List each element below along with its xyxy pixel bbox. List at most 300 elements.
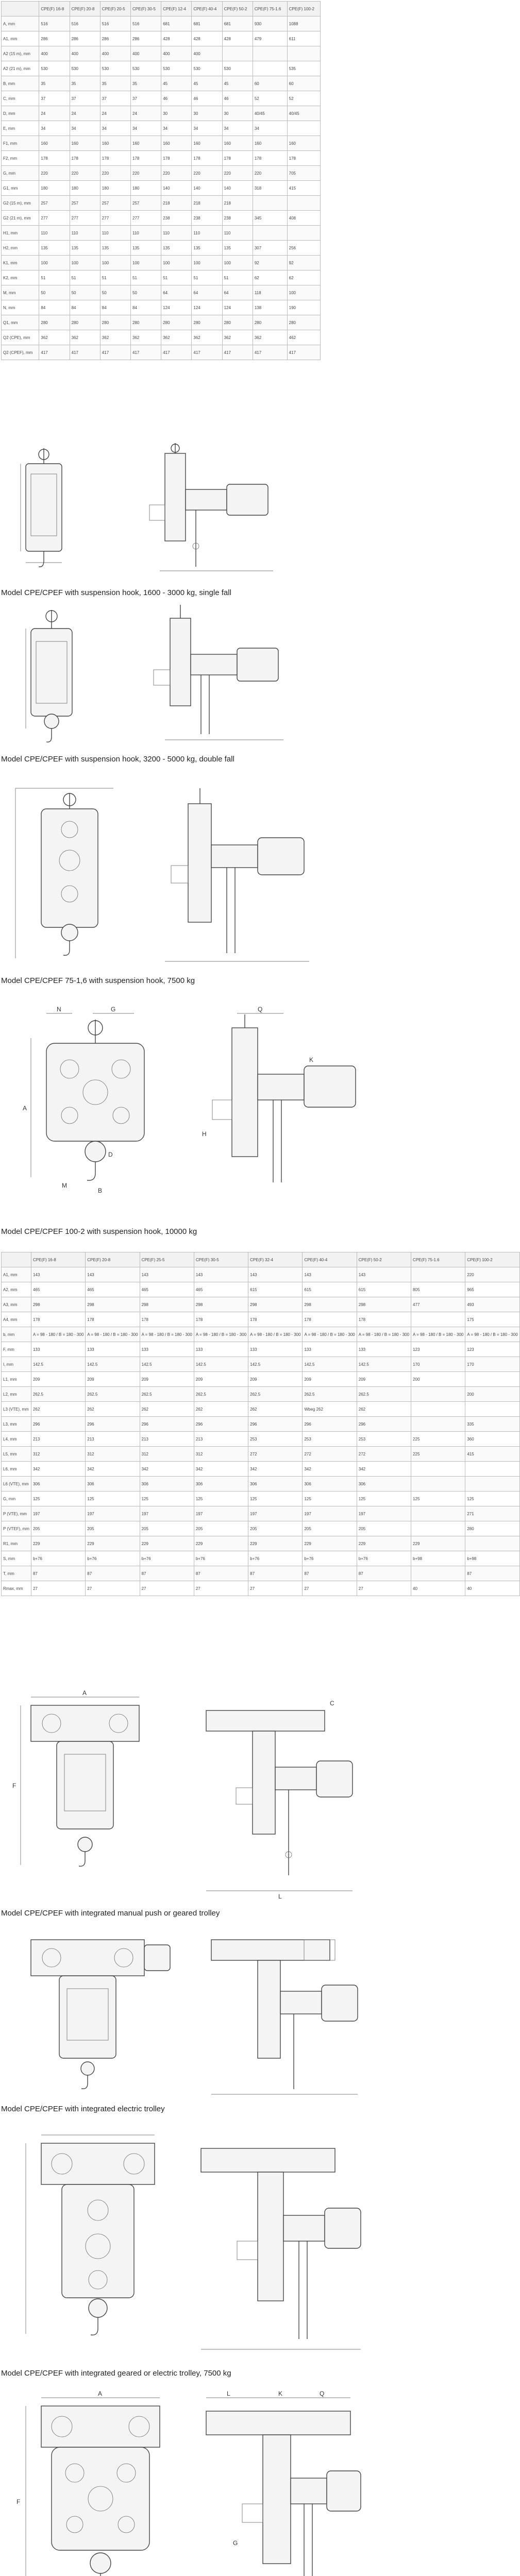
table-cell: 27 — [303, 1581, 357, 1596]
table-cell: 930 — [253, 16, 287, 31]
table-row — [2, 1566, 520, 1581]
drawing-trolley-7500kg — [10, 2128, 371, 2360]
table-cell: 178 — [131, 151, 161, 166]
dim-label: C — [330, 1700, 334, 1707]
table-cell: 530 — [192, 61, 222, 76]
table-cell: 142.5 — [86, 1357, 140, 1372]
table-cell: 140 — [192, 181, 222, 196]
drawing-7500kg — [10, 783, 371, 969]
table-cell: 100 — [222, 256, 253, 270]
table-cell: 197 — [86, 1506, 140, 1521]
table-cell: 229 — [194, 1536, 248, 1551]
table-cell: 170 — [411, 1357, 465, 1372]
table-cell: A = 98 - 180 / B = 180 - 300 — [303, 1327, 357, 1342]
dim-label: N — [57, 1006, 61, 1013]
row-label: E, mm — [2, 121, 39, 136]
table-cell: 296 — [140, 1417, 194, 1432]
table-row — [2, 241, 321, 256]
table-cell: 220 — [39, 166, 70, 181]
table-cell: 408 — [287, 211, 320, 226]
table-cell: 100 — [70, 256, 100, 270]
column-header: CPE(F) 50-2 — [222, 2, 253, 16]
table-cell: 417 — [161, 345, 192, 360]
table-cell: 362 — [222, 330, 253, 345]
table-cell: 286 — [131, 31, 161, 46]
table-cell: 125 — [303, 1492, 357, 1506]
table-cell: 110 — [70, 226, 100, 241]
table-cell: 516 — [131, 16, 161, 31]
table-cell: 51 — [131, 270, 161, 285]
table-cell: 277 — [39, 211, 70, 226]
table-cell: 123 — [411, 1342, 465, 1357]
table-row — [2, 1417, 520, 1432]
table-cell — [222, 46, 253, 61]
table-cell: 170 — [465, 1357, 519, 1372]
table-cell: 124 — [161, 300, 192, 315]
table-row — [2, 1492, 520, 1506]
table-cell: 175 — [465, 1312, 519, 1327]
table-cell: 125 — [248, 1492, 303, 1506]
table-row — [2, 345, 321, 360]
row-label: G2 (15 m), mm — [2, 196, 39, 211]
table-cell: 220 — [192, 166, 222, 181]
table-cell: 615 — [248, 1282, 303, 1297]
table-cell: 125 — [140, 1492, 194, 1506]
row-label: C, mm — [2, 91, 39, 106]
row-label: N, mm — [2, 300, 39, 315]
table-cell: 180 — [131, 181, 161, 196]
spec-table-suspension — [1, 1, 321, 360]
table-cell: 415 — [287, 181, 320, 196]
table-cell: 143 — [303, 1267, 357, 1282]
column-header: CPE(F) 20-8 — [70, 2, 100, 16]
table-row — [2, 121, 321, 136]
row-label: L3, mm — [2, 1417, 31, 1432]
table-cell: 238 — [161, 211, 192, 226]
table-row — [2, 136, 321, 151]
table-cell: 133 — [357, 1342, 411, 1357]
table-row — [2, 226, 321, 241]
table-cell: 125 — [194, 1492, 248, 1506]
table-cell: 180 — [39, 181, 70, 196]
table-cell: 178 — [194, 1312, 248, 1327]
table-cell: 110 — [192, 226, 222, 241]
table-cell: 135 — [70, 241, 100, 256]
table-row — [2, 300, 321, 315]
table-cell: 178 — [303, 1312, 357, 1327]
table-cell: 197 — [140, 1506, 194, 1521]
table-cell: 218 — [222, 196, 253, 211]
table-cell: 205 — [86, 1521, 140, 1536]
table-cell: 87 — [86, 1566, 140, 1581]
dim-label: K — [278, 2390, 283, 2397]
column-header: CPE(F) 16-8 — [31, 1252, 85, 1267]
table-cell: 135 — [222, 241, 253, 256]
table-cell: A = 98 - 180 / B = 180 - 300 — [411, 1327, 465, 1342]
table-row — [2, 1402, 520, 1417]
table-cell: 298 — [194, 1297, 248, 1312]
table-cell: 24 — [70, 106, 100, 121]
table-cell: 37 — [39, 91, 70, 106]
table-cell: 280 — [39, 315, 70, 330]
table-cell: 34 — [131, 121, 161, 136]
column-header: CPE(F) 30-5 — [194, 1252, 248, 1267]
table-row — [2, 1536, 520, 1551]
table-cell: 178 — [192, 151, 222, 166]
table-cell: 160 — [287, 136, 320, 151]
table-cell: 681 — [222, 16, 253, 31]
table-cell — [411, 1521, 465, 1536]
table-cell — [411, 1312, 465, 1327]
table-cell — [465, 1477, 519, 1492]
table-cell: 27 — [31, 1581, 85, 1596]
table-row — [2, 31, 321, 46]
table-cell: 400 — [39, 46, 70, 61]
table-cell: 100 — [131, 256, 161, 270]
table-cell: 296 — [248, 1417, 303, 1432]
dim-label: K — [309, 1056, 314, 1063]
table-cell: 360 — [465, 1432, 519, 1447]
table-cell: 530 — [161, 61, 192, 76]
table-cell: 342 — [31, 1462, 85, 1477]
drawing-manual-trolley — [10, 1690, 371, 1901]
table-cell: 417 — [287, 345, 320, 360]
table-cell: b+76 — [303, 1551, 357, 1566]
row-label: Rmax, mm — [2, 1581, 31, 1596]
row-label: A1, mm — [2, 1267, 31, 1282]
table-cell: 306 — [140, 1477, 194, 1492]
row-label: L3 (VTE), mm — [2, 1402, 31, 1417]
table-cell: 197 — [357, 1506, 411, 1521]
table-cell: b+76 — [86, 1551, 140, 1566]
caption-6: Model CPE/CPEF with integrated electric trolley — [1, 2105, 165, 2113]
table-cell: 615 — [357, 1282, 411, 1297]
table-cell: 133 — [303, 1342, 357, 1357]
table-cell: 306 — [31, 1477, 85, 1492]
table-row — [2, 1387, 520, 1402]
table-cell: 64 — [222, 285, 253, 300]
table-cell: 280 — [100, 315, 130, 330]
table-cell: 229 — [31, 1536, 85, 1551]
table-row — [2, 1267, 520, 1282]
table-cell: 178 — [287, 151, 320, 166]
table-cell: 257 — [70, 196, 100, 211]
table-cell: 213 — [31, 1432, 85, 1447]
table-cell: 262.5 — [86, 1387, 140, 1402]
table-row — [2, 211, 321, 226]
table-cell: 213 — [86, 1432, 140, 1447]
table-cell: 286 — [70, 31, 100, 46]
table-cell — [465, 1536, 519, 1551]
table-cell: 262.5 — [248, 1387, 303, 1402]
table-cell: 205 — [303, 1521, 357, 1536]
table-cell: 417 — [253, 345, 287, 360]
table-row — [2, 1581, 520, 1596]
row-label: A3, mm — [2, 1297, 31, 1312]
column-header — [2, 2, 39, 16]
table-cell: 160 — [192, 136, 222, 151]
table-cell: 24 — [39, 106, 70, 121]
row-label: K1, mm — [2, 256, 39, 270]
table-cell: 34 — [39, 121, 70, 136]
row-label: D, mm — [2, 106, 39, 121]
table-cell: 229 — [303, 1536, 357, 1551]
table-cell: 125 — [31, 1492, 85, 1506]
table-cell — [465, 1402, 519, 1417]
row-label: Q2 (CPEF), mm — [2, 345, 39, 360]
table-cell: 296 — [31, 1417, 85, 1432]
column-header: CPE(F) 50-2 — [357, 1252, 411, 1267]
table-cell: 465 — [194, 1282, 248, 1297]
table-cell: 84 — [70, 300, 100, 315]
table-cell: 87 — [31, 1566, 85, 1581]
row-label: F1, mm — [2, 136, 39, 151]
table-cell: 45 — [192, 76, 222, 91]
table-cell: 400 — [131, 46, 161, 61]
column-header: CPE(F) 32-4 — [248, 1252, 303, 1267]
table-cell: 257 — [100, 196, 130, 211]
table-cell: 225 — [411, 1432, 465, 1447]
table-cell: 133 — [31, 1342, 85, 1357]
table-cell — [287, 46, 320, 61]
row-label: A2 (21 m), mm — [2, 61, 39, 76]
spec-table-trolley — [1, 1252, 520, 1596]
table-cell: 124 — [192, 300, 222, 315]
caption-2: Model CPE/CPEF with suspension hook, 3200 - 5000 kg, double fall — [1, 755, 234, 764]
row-label: L1, mm — [2, 1372, 31, 1387]
table-cell: 516 — [39, 16, 70, 31]
column-header: CPE(F) 20-5 — [100, 2, 130, 16]
table-cell: 342 — [194, 1462, 248, 1477]
table-cell: 530 — [131, 61, 161, 76]
column-header: CPE(F) 30-5 — [131, 2, 161, 16]
table-cell: 229 — [86, 1536, 140, 1551]
table-row — [2, 1521, 520, 1536]
table-cell: 262.5 — [31, 1387, 85, 1402]
table-cell: 92 — [287, 256, 320, 270]
table-cell: 46 — [192, 91, 222, 106]
table-cell: 220 — [100, 166, 130, 181]
table-cell: 286 — [100, 31, 130, 46]
table-cell: 143 — [248, 1267, 303, 1282]
table-cell: 306 — [248, 1477, 303, 1492]
row-label: H2, mm — [2, 241, 39, 256]
table-cell: 142.5 — [357, 1357, 411, 1372]
drawing-electric-trolley — [15, 1929, 371, 2099]
table-row — [2, 1297, 520, 1312]
table-cell: 262 — [194, 1402, 248, 1417]
table-cell: 205 — [248, 1521, 303, 1536]
table-cell — [253, 61, 287, 76]
table-cell: 197 — [248, 1506, 303, 1521]
table-cell: 611 — [287, 31, 320, 46]
table-cell: 286 — [39, 31, 70, 46]
drawing-double-fall — [21, 603, 371, 747]
table-cell: 50 — [39, 285, 70, 300]
table-cell: 51 — [222, 270, 253, 285]
table-row — [2, 91, 321, 106]
table-cell: 160 — [253, 136, 287, 151]
table-cell: 100 — [192, 256, 222, 270]
table-cell: 417 — [222, 345, 253, 360]
dim-label: F — [12, 1782, 16, 1789]
dim-label: G — [111, 1006, 116, 1013]
table-cell: 178 — [39, 151, 70, 166]
table-cell: 342 — [357, 1462, 411, 1477]
column-header: CPE(F) 100-2 — [465, 1252, 519, 1267]
table-cell: 220 — [161, 166, 192, 181]
table-cell: 296 — [357, 1417, 411, 1432]
table-cell: 50 — [131, 285, 161, 300]
table-cell — [287, 196, 320, 211]
table-cell: 280 — [161, 315, 192, 330]
table-cell: 312 — [194, 1447, 248, 1462]
table-cell: 277 — [131, 211, 161, 226]
table-cell: 479 — [253, 31, 287, 46]
table-cell: 262.5 — [357, 1387, 411, 1402]
row-label: A2, mm — [2, 1282, 31, 1297]
table-row — [2, 1327, 520, 1342]
table-cell: 30 — [222, 106, 253, 121]
table-cell: b+76 — [357, 1551, 411, 1566]
row-label: B, mm — [2, 76, 39, 91]
table-cell: 516 — [100, 16, 130, 31]
table-cell: 37 — [100, 91, 130, 106]
table-cell: 27 — [140, 1581, 194, 1596]
table-cell: 465 — [31, 1282, 85, 1297]
table-cell: 306 — [303, 1477, 357, 1492]
table-cell: 342 — [140, 1462, 194, 1477]
table-row — [2, 1462, 520, 1477]
table-row — [2, 1342, 520, 1357]
dim-label: D — [108, 1151, 113, 1158]
table-cell: 280 — [70, 315, 100, 330]
table-cell: 34 — [161, 121, 192, 136]
table-cell: 342 — [248, 1462, 303, 1477]
table-cell: 51 — [100, 270, 130, 285]
row-label: A4, mm — [2, 1312, 31, 1327]
table-cell: 280 — [253, 315, 287, 330]
table-cell: 87 — [140, 1566, 194, 1581]
row-label: T, mm — [2, 1566, 31, 1581]
table-cell: 46 — [161, 91, 192, 106]
table-cell: 238 — [192, 211, 222, 226]
table-cell: 51 — [70, 270, 100, 285]
column-header: CPE(F) 12-4 — [161, 2, 192, 16]
table-cell: 312 — [86, 1447, 140, 1462]
table-cell: 51 — [39, 270, 70, 285]
table-cell: A = 98 - 180 / B = 180 - 300 — [194, 1327, 248, 1342]
table-cell: 298 — [140, 1297, 194, 1312]
table-cell — [411, 1267, 465, 1282]
table-cell: 272 — [248, 1447, 303, 1462]
table-cell: 417 — [131, 345, 161, 360]
table-cell: 1088 — [287, 16, 320, 31]
dim-label: L — [278, 1893, 282, 1900]
table-cell: 229 — [248, 1536, 303, 1551]
table-cell: 30 — [161, 106, 192, 121]
table-cell: 100 — [161, 256, 192, 270]
table-cell: Wbeg 262 — [303, 1402, 357, 1417]
table-cell: 272 — [303, 1447, 357, 1462]
table-cell: 45 — [161, 76, 192, 91]
table-cell: 417 — [100, 345, 130, 360]
table-cell: 27 — [86, 1581, 140, 1596]
table-cell: 35 — [131, 76, 161, 91]
table-cell: 298 — [357, 1297, 411, 1312]
dim-label: Q — [320, 2390, 325, 2397]
table-cell: 178 — [70, 151, 100, 166]
table-cell: 220 — [253, 166, 287, 181]
table-cell: b+98 — [465, 1551, 519, 1566]
table-cell: 280 — [222, 315, 253, 330]
table-cell: 335 — [465, 1417, 519, 1432]
table-cell: 40 — [465, 1581, 519, 1596]
table-cell: 87 — [303, 1566, 357, 1581]
table-cell: 34 — [70, 121, 100, 136]
table-cell: 178 — [86, 1312, 140, 1327]
table-cell: 530 — [222, 61, 253, 76]
table-cell: 143 — [31, 1267, 85, 1282]
table-cell — [411, 1477, 465, 1492]
table-cell: 530 — [39, 61, 70, 76]
table-cell — [411, 1462, 465, 1477]
row-label: L6, mm — [2, 1462, 31, 1477]
table-cell: 465 — [140, 1282, 194, 1297]
table-cell: 110 — [222, 226, 253, 241]
table-cell: 209 — [303, 1372, 357, 1387]
table-cell: 312 — [31, 1447, 85, 1462]
table-cell: 415 — [465, 1447, 519, 1462]
table-cell: 306 — [194, 1477, 248, 1492]
caption-1: Model CPE/CPEF with suspension hook, 1600 - 3000 kg, single fall — [1, 588, 231, 597]
table-cell: 209 — [357, 1372, 411, 1387]
table-cell: 143 — [357, 1267, 411, 1282]
table-cell — [411, 1402, 465, 1417]
table-header-row — [2, 1252, 520, 1267]
table-cell: 220 — [222, 166, 253, 181]
row-label: G, mm — [2, 166, 39, 181]
table-cell: 34 — [192, 121, 222, 136]
column-header — [2, 1252, 31, 1267]
table-cell: 143 — [194, 1267, 248, 1282]
table-cell: 362 — [70, 330, 100, 345]
table-cell: 262 — [140, 1402, 194, 1417]
row-label: P (VTE), mm — [2, 1506, 31, 1521]
table-cell: 50 — [70, 285, 100, 300]
table-cell: 205 — [194, 1521, 248, 1536]
table-cell: 681 — [161, 16, 192, 31]
table-cell: 197 — [31, 1506, 85, 1521]
table-cell: 133 — [194, 1342, 248, 1357]
table-cell: 805 — [411, 1282, 465, 1297]
table-cell: 200 — [465, 1387, 519, 1402]
table-cell: 142.5 — [140, 1357, 194, 1372]
row-label: G, mm — [2, 1492, 31, 1506]
table-cell: 140 — [161, 181, 192, 196]
table-cell: 142.5 — [31, 1357, 85, 1372]
table-cell: 209 — [31, 1372, 85, 1387]
table-cell: 465 — [86, 1282, 140, 1297]
table-cell: 362 — [161, 330, 192, 345]
column-header: CPE(F) 40-4 — [303, 1252, 357, 1267]
table-row — [2, 196, 321, 211]
table-cell: 213 — [140, 1432, 194, 1447]
table-cell: 180 — [70, 181, 100, 196]
table-cell: 229 — [411, 1536, 465, 1551]
row-label: L2, mm — [2, 1387, 31, 1402]
table-cell: 220 — [70, 166, 100, 181]
